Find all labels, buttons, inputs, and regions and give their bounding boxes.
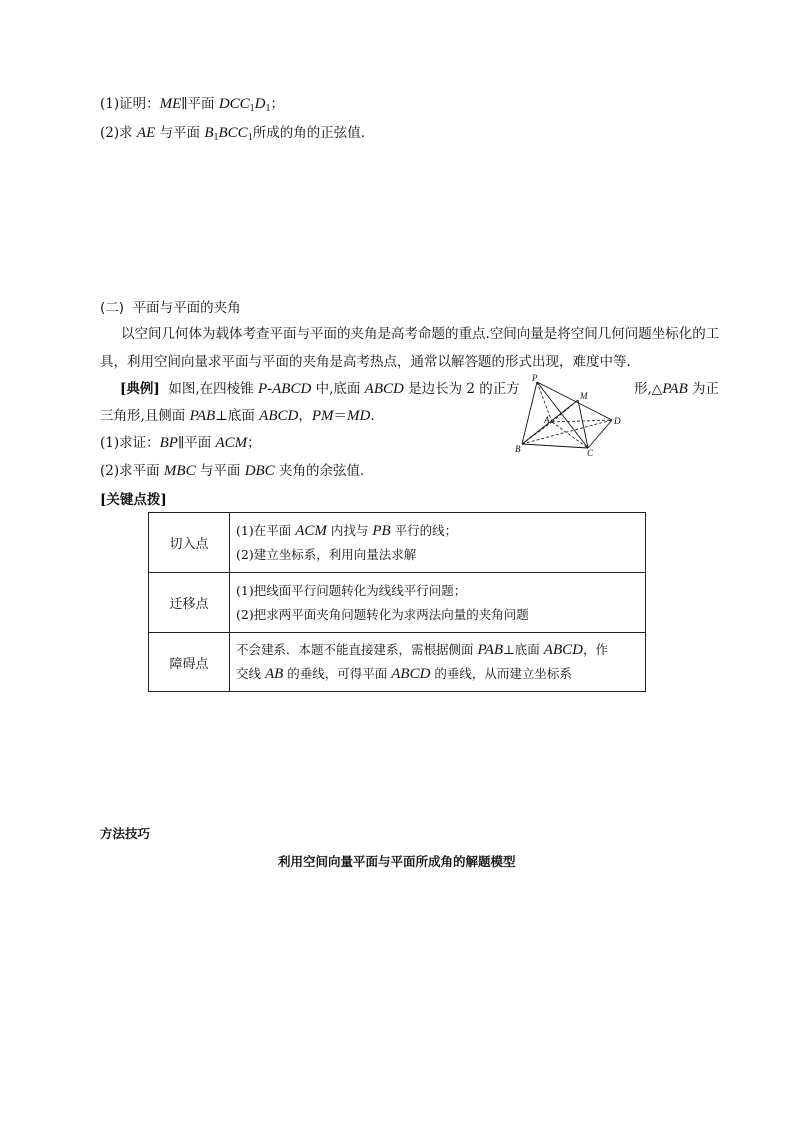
row-body-entry: (1)在平面 ACM 内找与 PB 平行的线； (2)建立坐标系，利用向量法求解 bbox=[230, 513, 646, 573]
section-heading: (二) 平面与平面的夹角 bbox=[100, 300, 241, 316]
table-row bbox=[149, 633, 646, 692]
row-head-entry: 切入点 bbox=[149, 513, 230, 573]
method-title: 利用空间向量平面与平面所成角的解题模型 bbox=[278, 854, 516, 869]
label-A: A bbox=[544, 415, 550, 425]
keypoints-table bbox=[148, 512, 646, 692]
label-C: C bbox=[587, 448, 594, 458]
edge-BD bbox=[522, 420, 612, 444]
row-head-transfer: 迁移点 bbox=[149, 573, 230, 633]
label-D: D bbox=[614, 416, 621, 426]
table-row bbox=[149, 513, 646, 573]
edge-BC bbox=[522, 444, 588, 448]
table-row bbox=[149, 573, 646, 633]
label-P: P bbox=[532, 373, 538, 383]
keypoints-label: [关键点拨] bbox=[100, 492, 167, 508]
question-2: (2)求 AE 与平面 $B_1BCC_1$所成的角的正弦值． bbox=[100, 125, 375, 143]
example-line-1-end: 形,△PAB 为正 bbox=[634, 381, 720, 397]
question-1: (1)证明：ME∥平面 $DCC_1D_1$； bbox=[100, 96, 285, 114]
edge-CD bbox=[588, 420, 612, 448]
edge-AC bbox=[552, 422, 588, 448]
example-line-2: 三角形,且侧面 PAB⊥底面 ABCD，PM＝MD. bbox=[100, 408, 375, 424]
example-line-1: [典例] 如图,在四棱锥 P-ABCD 中,底面 ABCD 是边长为 2 的正方 bbox=[120, 381, 520, 397]
row-head-obstacle: 障碍点 bbox=[149, 633, 230, 692]
method-label: 方法技巧 bbox=[100, 826, 151, 841]
row-body-transfer: (1)把线面平行问题转化为线线平行问题； (2)把求两平面夹角问题转化为求两法向量的夹角问题 bbox=[230, 573, 646, 633]
row-body-obstacle: 不会建系．本题不能直接建系，需根据侧面 PAB⊥底面 ABCD，作 交线 AB 的垂线，可得平面 ABCD 的垂线，从而建立坐标系 bbox=[230, 633, 646, 692]
label-M: M bbox=[580, 391, 588, 401]
example-part-2: (2)求平面 MBC 与平面 DBC 夹角的余弦值． bbox=[100, 463, 374, 479]
label-B: B bbox=[515, 444, 521, 454]
intro-line-2: 具，利用空间向量求平面与平面的夹角是高考热点，通常以解答题的形式出现，难度中等. bbox=[100, 354, 631, 370]
example-part-1: (1)求证：BP∥平面 ACM； bbox=[100, 435, 261, 451]
pyramid-figure bbox=[510, 372, 630, 458]
intro-line-1: 以空间几何体为载体考查平面与平面的夹角是高考命题的重点.空间向量是将空间几何问题坐标化的工 bbox=[121, 326, 720, 342]
